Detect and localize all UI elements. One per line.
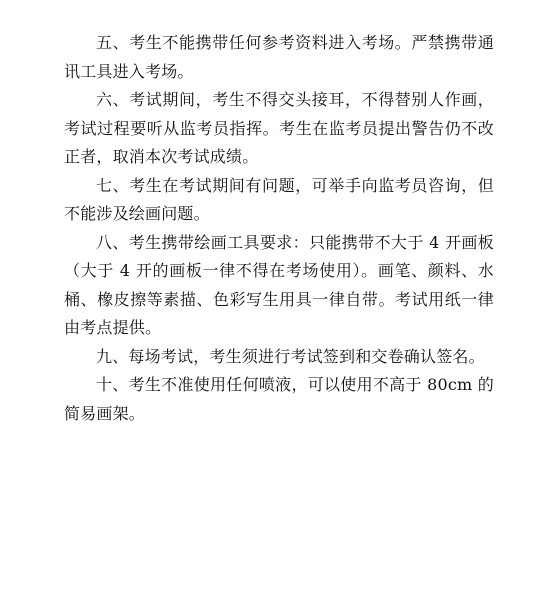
rule-paragraph-6: 六、考试期间，考生不得交头接耳，不得替别人作画，考试过程要听从监考员指挥。考生在监考员提出警告仍不改正者，取消本次考试成绩。	[64, 90, 494, 166]
rule-paragraph-9: 九、每场考试，考生须进行考试签到和交卷确认签名。	[96, 346, 485, 366]
rule-paragraph-8: 八、考生携带绘画工具要求：只能携带不大于 4 开画板（大于 4 开的画板一律不得在考场使用）。画笔、颜料、水桶、橡皮擦等素描、色彩写生用具一律自带。考试用纸一律由考点提供。	[64, 232, 494, 337]
rule-paragraph-7: 七、考生在考试期间有问题，可举手向监考员咨询，但不能涉及绘画问题。	[64, 175, 494, 223]
rule-paragraph-10: 十、考生不准使用任何喷液，可以使用不高于 80cm 的简易画架。	[64, 375, 494, 423]
exam-rules-body	[64, 29, 494, 428]
rule-paragraph-5: 五、考生不能携带任何参考资料进入考场。严禁携带通讯工具进入考场。	[64, 33, 494, 81]
